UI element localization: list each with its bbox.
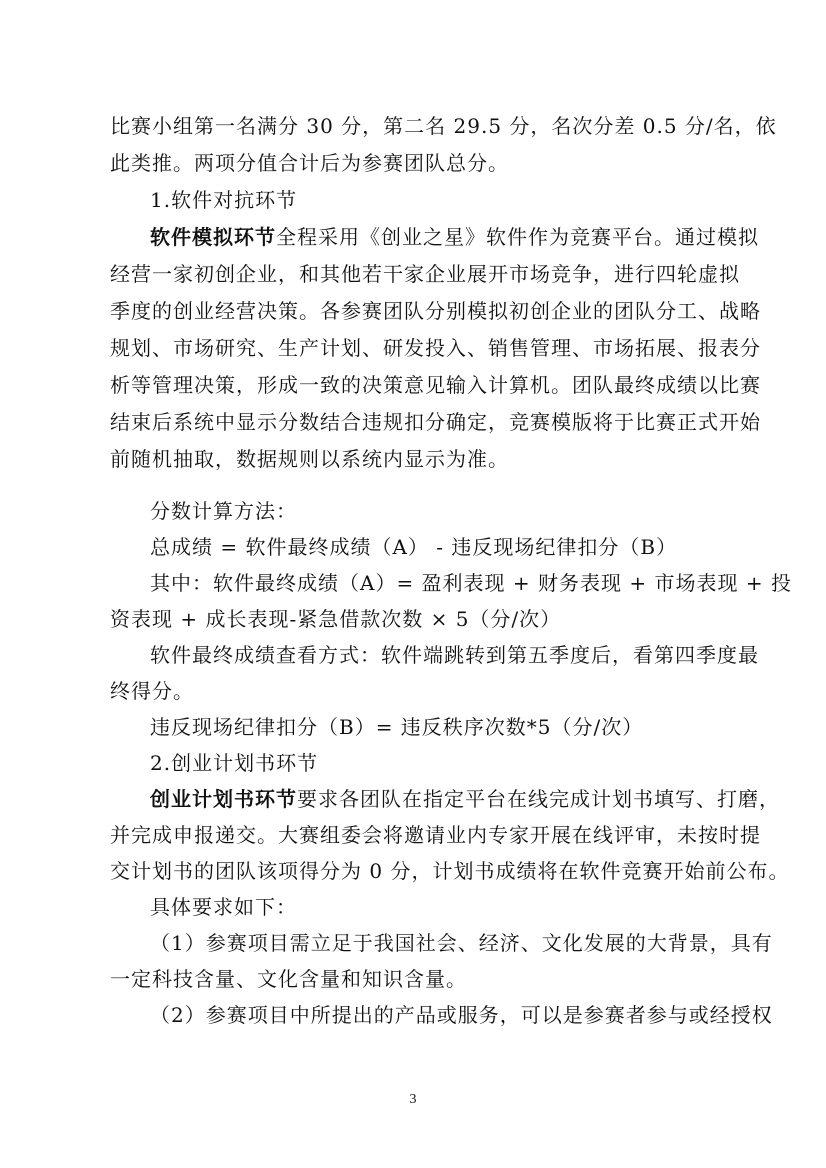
list-item: （2）参赛项目中所提出的产品或服务，可以是参赛者参与或经授权 [150, 1003, 773, 1027]
paragraph-line: 结束后系统中显示分数结合违规扣分确定，竞赛模版将于比赛正式开始 [110, 410, 761, 434]
section-heading: 1.软件对抗环节 [150, 188, 298, 212]
bold-term: 软件模拟环节 [150, 225, 276, 249]
paragraph-line: 此类推。两项分值合计后为参赛团队总分。 [110, 151, 509, 175]
bold-term: 创业计划书环节 [150, 787, 297, 811]
section-heading: 2.创业计划书环节 [150, 751, 319, 775]
paragraph-line: 季度的创业经营决策。各参赛团队分别模拟初创企业的团队分工、战略 [110, 299, 761, 323]
list-item: 一定科技含量、文化含量和知识含量。 [110, 967, 467, 991]
paragraph-line: 析等管理决策，形成一致的决策意见输入计算机。团队最终成绩以比赛 [110, 373, 761, 397]
paragraph-line [150, 223, 759, 251]
paragraph-line: 经营一家初创企业，和其他若干家企业展开市场竞争，进行四轮虚拟 [110, 262, 740, 286]
formula-line: 其中：软件最终成绩（A）= 盈利表现 + 财务表现 + 市场表现 + 投 [150, 571, 792, 595]
page-number: 3 [409, 1092, 417, 1107]
paragraph-line: 交计划书的团队该项得分为 0 分，计划书成绩将在软件竞赛开始前公布。 [110, 859, 790, 883]
line-rest: 全程采用《创业之星》软件作为竞赛平台。通过模拟 [276, 225, 759, 249]
paragraph-line [150, 785, 780, 813]
formula-line: 资表现 + 成长表现-紧急借款次数 × 5（分/次） [110, 607, 562, 631]
paragraph-line: 规划、市场研究、生产计划、研发投入、销售管理、市场拓展、报表分 [110, 336, 761, 360]
paragraph-line: 并完成申报递交。大赛组委会将邀请业内专家开展在线评审，未按时提 [110, 823, 761, 847]
paragraph-line: 分数计算方法： [150, 499, 297, 523]
paragraph-line: 软件最终成绩查看方式：软件端跳转到第五季度后，看第四季度最 [150, 643, 759, 667]
formula-line: 总成绩 = 软件最终成绩（A） - 违反现场纪律扣分（B） [150, 535, 678, 559]
line-rest: 要求各团队在指定平台在线完成计划书填写、打磨， [297, 787, 780, 811]
formula-line: 违反现场纪律扣分（B）= 违反秩序次数*5（分/次） [150, 715, 644, 739]
paragraph-line: 具体要求如下： [150, 895, 297, 919]
paragraph-line: 终得分。 [110, 679, 194, 703]
paragraph-line: 比赛小组第一名满分 30 分，第二名 29.5 分，名次分差 0.5 分/名，依 [110, 114, 777, 138]
list-item: （1）参赛项目需立足于我国社会、经济、文化发展的大背景，具有 [150, 931, 773, 955]
paragraph-line: 前随机抽取，数据规则以系统内显示为准。 [110, 447, 509, 471]
